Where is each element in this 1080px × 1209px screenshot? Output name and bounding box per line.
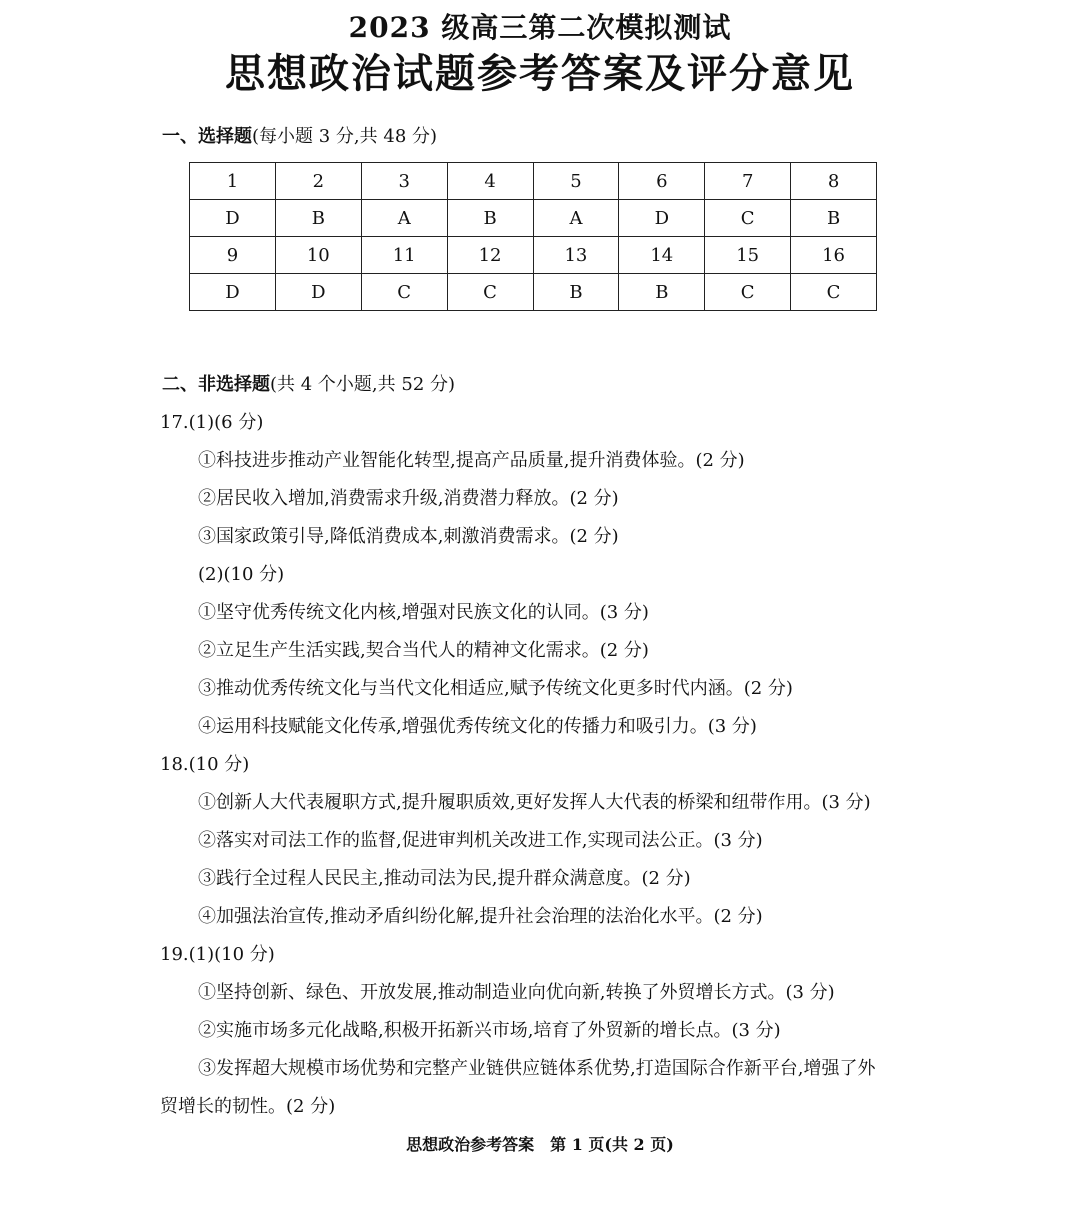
question-17-part-2-heading: (2)(10 分): [198, 564, 285, 585]
answer-point: ①坚持创新、绿色、开放发展,推动制造业向优向新,转换了外贸增长方式。(3 分): [198, 982, 835, 1003]
answer-cell: B: [791, 200, 877, 237]
question-number-cell: 10: [275, 237, 361, 274]
answer-point: ④加强法治宣传,推动矛盾纠纷化解,提升社会治理的法治化水平。(2 分): [198, 906, 763, 927]
answer-cell: C: [705, 200, 791, 237]
section-1-note: (每小题 3 分,共 48 分): [252, 126, 438, 147]
question-17-part-1-heading: 17.(1)(6 分): [160, 412, 264, 433]
answer-point: ①坚守优秀传统文化内核,增强对民族文化的认同。(3 分): [198, 602, 649, 623]
answer-point: ①创新人大代表履职方式,提升履职质效,更好发挥人大代表的桥梁和纽带作用。(3 分): [198, 792, 871, 813]
question-number-cell: 14: [619, 237, 705, 274]
question-number-cell: 12: [447, 237, 533, 274]
answer-point: ②居民收入增加,消费需求升级,消费潜力释放。(2 分): [198, 488, 619, 509]
section-2-note: (共 4 个小题,共 52 分): [270, 374, 456, 395]
question-number-cell: 1: [190, 163, 276, 200]
table-row: [190, 163, 877, 200]
question-number-cell: 3: [361, 163, 447, 200]
answer-cell: B: [619, 274, 705, 311]
choice-answer-table: [189, 162, 877, 311]
answer-point: ③推动优秀传统文化与当代文化相适应,赋予传统文化更多时代内涵。(2 分): [198, 678, 793, 699]
question-number-cell: 6: [619, 163, 705, 200]
table-row: [190, 274, 877, 311]
answer-cell: C: [447, 274, 533, 311]
answer-cell: C: [705, 274, 791, 311]
table-row: [190, 237, 877, 274]
answer-cell: D: [190, 200, 276, 237]
answer-cell: D: [190, 274, 276, 311]
question-19-part-1-heading: 19.(1)(10 分): [160, 944, 275, 965]
section-2-title: [162, 370, 455, 396]
question-number-cell: 9: [190, 237, 276, 274]
answer-point: ②立足生产生活实践,契合当代人的精神文化需求。(2 分): [198, 640, 649, 661]
answer-point: ①科技进步推动产业智能化转型,提高产品质量,提升消费体验。(2 分): [198, 450, 745, 471]
answer-point: ④运用科技赋能文化传承,增强优秀传统文化的传播力和吸引力。(3 分): [198, 716, 757, 737]
document-title: 思想政治试题参考答案及评分意见: [225, 50, 855, 97]
question-number-cell: 2: [275, 163, 361, 200]
table-row: [190, 200, 877, 237]
question-number-cell: 5: [533, 163, 619, 200]
answer-point-continuation: 贸增长的韧性。(2 分): [160, 1096, 336, 1117]
answer-cell: D: [275, 274, 361, 311]
answer-cell: B: [447, 200, 533, 237]
answer-point: ②落实对司法工作的监督,促进审判机关改进工作,实现司法公正。(3 分): [198, 830, 763, 851]
question-number-cell: 11: [361, 237, 447, 274]
answer-cell: D: [619, 200, 705, 237]
section-1-title: [162, 122, 437, 148]
question-number-cell: 16: [791, 237, 877, 274]
page-footer: 思想政治参考答案 第 1 页(共 2 页): [406, 1135, 674, 1154]
answer-cell: A: [533, 200, 619, 237]
question-number-cell: 8: [791, 163, 877, 200]
question-number-cell: 4: [447, 163, 533, 200]
answer-cell: B: [275, 200, 361, 237]
section-1-label: 一、选择题: [162, 126, 252, 147]
question-number-cell: 13: [533, 237, 619, 274]
question-number-cell: 7: [705, 163, 791, 200]
answer-point: ③国家政策引导,降低消费成本,刺激消费需求。(2 分): [198, 526, 619, 547]
section-2-label: 二、非选择题: [162, 374, 270, 395]
question-18-heading: 18.(10 分): [160, 754, 250, 775]
answer-cell: C: [791, 274, 877, 311]
answer-cell: B: [533, 274, 619, 311]
exam-name: 2023 级高三第二次模拟测试: [348, 11, 732, 44]
answer-cell: C: [361, 274, 447, 311]
answer-cell: A: [361, 200, 447, 237]
answer-point: ②实施市场多元化战略,积极开拓新兴市场,培育了外贸新的增长点。(3 分): [198, 1020, 781, 1041]
question-number-cell: 15: [705, 237, 791, 274]
answer-point: ③践行全过程人民民主,推动司法为民,提升群众满意度。(2 分): [198, 868, 691, 889]
answer-point: ③发挥超大规模市场优势和完整产业链供应链体系优势,打造国际合作新平台,增强了外: [198, 1058, 876, 1079]
